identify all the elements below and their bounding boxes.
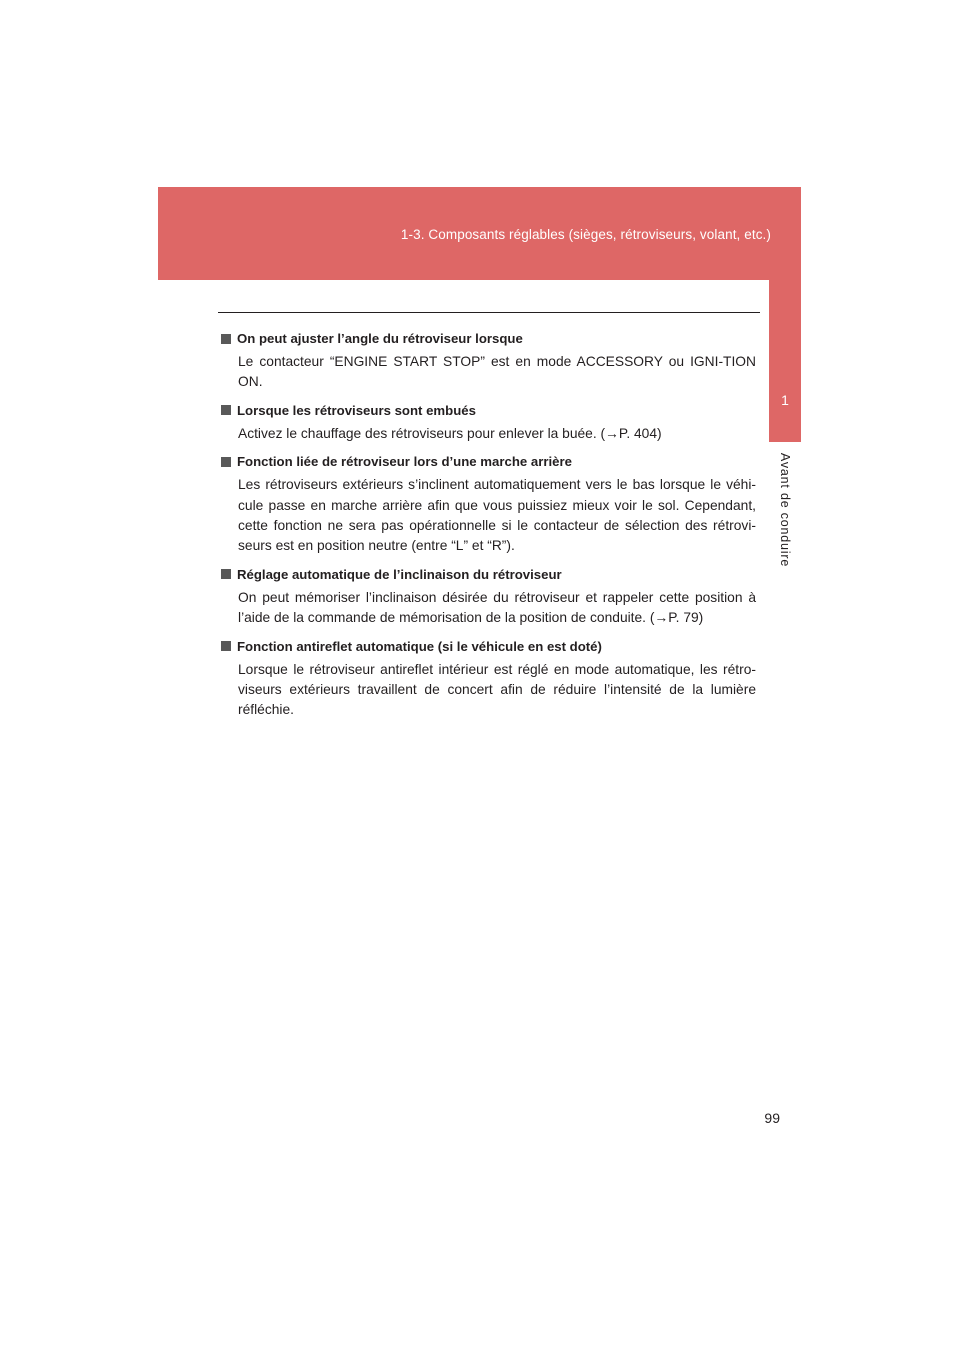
section-title — [221, 402, 756, 419]
section-title — [221, 566, 756, 583]
section-body: On peut mémoriser l’inclinaison désirée du rétroviseur et rappeler cette position à l’aide de la commande de mémorisation de la position de conduite. (→P. 79) — [238, 589, 756, 626]
chapter-side-label-text: Avant de conduire — [778, 452, 792, 568]
section-title-text: Fonction antireflet automatique (si le véhicule en est doté) — [237, 638, 602, 654]
section-title-text: Fonction liée de rétroviseur lors d’une marche arrière — [237, 454, 572, 470]
chapter-header-title: 1-3. Composants réglables (sièges, rétroviseurs, volant, etc.) — [400, 227, 771, 242]
square-bullet-icon — [221, 334, 231, 344]
section-body: Les rétroviseurs extérieurs s’inclinent automatiquement vers le bas lorsque le véhi-cule passe en marche arrière afin que vous puissiez mieux voir le sol. Cependant, cette fonction ne sera pas opérationnelle si le contacteur de sélection des rétrovi-seurs est en position neutre (entre “L” et “R”). — [238, 477, 756, 554]
section-auto-tilt — [221, 566, 756, 629]
chapter-side-label — [769, 452, 801, 575]
main-content — [221, 330, 756, 730]
chapter-side-tab — [769, 280, 801, 442]
section-auto-antiglare — [221, 638, 756, 721]
section-body: Activez le chauffage des rétroviseurs pour enlever la buée. (→P. 404) — [238, 425, 662, 441]
section-reverse-linked — [221, 453, 756, 557]
chapter-number: 1 — [781, 392, 789, 408]
section-fogged-mirrors — [221, 402, 756, 444]
section-body: Lorsque le rétroviseur antireflet intérieur est réglé en mode automatique, les rétro-viseurs extérieurs travaillent de concert afin de réduire l’intensité de la lumière réfléchie. — [238, 661, 756, 718]
section-title — [221, 453, 756, 470]
section-title-text: Lorsque les rétroviseurs sont embués — [237, 402, 476, 418]
section-title — [221, 330, 756, 347]
square-bullet-icon — [221, 405, 231, 415]
chapter-header-band — [158, 187, 801, 280]
square-bullet-icon — [221, 641, 231, 651]
square-bullet-icon — [221, 457, 231, 467]
section-title-text: Réglage automatique de l’inclinaison du rétroviseur — [237, 566, 562, 582]
content-divider — [218, 312, 760, 313]
section-title-text: On peut ajuster l’angle du rétroviseur lorsque — [237, 331, 523, 346]
section-title — [221, 638, 756, 655]
page-number: 99 — [764, 1110, 780, 1126]
section-angle-adjust — [221, 330, 756, 393]
square-bullet-icon — [221, 569, 231, 579]
section-body: Le contacteur “ENGINE START STOP” est en mode ACCESSORY ou IGNI-TION ON. — [238, 354, 756, 390]
